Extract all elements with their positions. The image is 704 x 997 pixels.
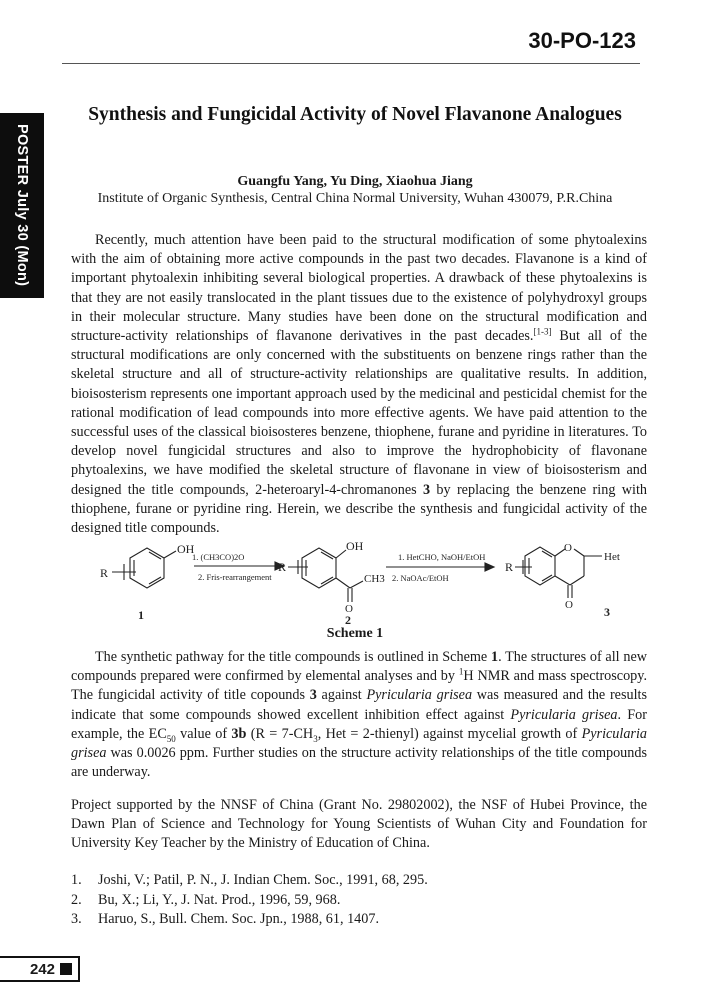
svg-text:O: O bbox=[565, 599, 573, 611]
svg-text:CH3: CH3 bbox=[364, 573, 385, 585]
reference-list bbox=[71, 871, 631, 930]
intro-paragraph bbox=[71, 231, 647, 538]
svg-text:R: R bbox=[100, 566, 109, 580]
page-number: 242 bbox=[29, 960, 55, 978]
svg-text:1: 1 bbox=[138, 608, 144, 622]
svg-text:O: O bbox=[564, 542, 572, 554]
reference-item: 3. Haruo, S., Bull. Chem. Soc. Jpn., 1988, 61, 1407. bbox=[71, 911, 379, 927]
citation: [1-3] bbox=[533, 326, 552, 337]
compound-2-structure bbox=[278, 539, 385, 626]
svg-text:1. HetCHO, NaOH/EtOH: 1. HetCHO, NaOH/EtOH bbox=[398, 552, 486, 562]
side-tab bbox=[0, 113, 44, 298]
compound-3-structure bbox=[505, 542, 620, 619]
page-number-box bbox=[0, 956, 80, 982]
reference-item: 2. Bu, X.; Li, Y., J. Nat. Prod., 1996, 59, 968. bbox=[71, 891, 341, 908]
svg-text:2: 2 bbox=[345, 613, 351, 626]
scheme-caption: Scheme 1 bbox=[326, 626, 384, 641]
svg-text:R: R bbox=[505, 560, 514, 574]
intro-text-2: But all of the structural modifications are only concerned with the substituents on benzene rings rather than the skeletal structure and all of structure-activity relationships are qualitative results. In addition, bioisosterism represents one important approach used by the medicinal and pesticidal chemist for the rational modification of lead compounds into more effective agents. We have paid attention to the successful uses of the classical bioisosteres benzene, thiophene, furane and pyridine in literatures. To develop novel fungicidal structures and also to improve the hydrophobicity of flavonane phytoalexins, we have modified the skeletal structure of flavonane in view of bioisosterism and designed the title compounds, 2-heteroaryl-4-chromanones bbox=[71, 328, 647, 498]
article-title: Synthesis and Fungicidal Activity of Novel Flavanone Analogues bbox=[88, 104, 622, 125]
svg-text:O: O bbox=[345, 603, 353, 615]
intro-text-1: Recently, much attention have been paid to the structural modification of some phytoalexins with the aim of obtaining more active compounds in the past two decades. Flavanone is a kind of important phytoalexin inhibiting several biological properties. A drawback of these phytoalexins is that they are not easily translocated in the plant tissues due to the existence of polyhydroxyl groups in their molecular structure. Many studies have been done on the structural modification and structure-activity relationships of flavanone derivatives in the past decades. bbox=[71, 232, 647, 345]
funding-paragraph: Project supported by the NNSF of China (Grant No. 29802002), the NSF of Hubei Province, the Dawn Plan of Science and Technology for Young Scientists of Wuhan City and Foundation for University Key Teacher by the Ministry of Education of China. bbox=[71, 797, 647, 852]
svg-text:2. NaOAc/EtOH: 2. NaOAc/EtOH bbox=[392, 573, 449, 583]
results-paragraph: The synthetic pathway for the title compounds is outlined in Scheme 1. The structures of all new compounds prepared were confirmed by elemental analyses and by $^1$H NMR and mass spectroscopy. The fungicidal activity of title copounds 3 against Pyricularia grisea was measured and the results indicate that some compounds showed excellent inhibition effect against Pyricularia grisea. For example, the $EC_{50}$ value of 3b ($R = 7-CH_3$, Het = 2-thienyl) against mycelial growth of Pyricularia grisea was 0.0026 ppm. Further studies on the structure activity relationships of the title compounds are underway. bbox=[71, 649, 648, 781]
header-rule bbox=[62, 63, 640, 64]
svg-text:2. Fris-rearrangement: 2. Fris-rearrangement bbox=[198, 572, 272, 582]
compound-ref: 3 bbox=[423, 481, 431, 498]
compound-1-structure bbox=[100, 542, 195, 622]
intro-text-3: by replacing the benzene ring with thiophene, furane or pyridine ring. Herein, we describe the synthesis and fungicidal activity of the designed title compounds. bbox=[71, 481, 647, 537]
svg-text:3: 3 bbox=[604, 605, 610, 619]
svg-text:R: R bbox=[278, 560, 287, 574]
svg-text:1. (CH3CO)2O: 1. (CH3CO)2O bbox=[192, 552, 245, 562]
side-tab-label: POSTER July 30 (Mon) bbox=[14, 124, 30, 287]
reaction-scheme bbox=[80, 536, 640, 626]
svg-text:OH: OH bbox=[346, 539, 364, 553]
svg-text:Het: Het bbox=[604, 551, 620, 563]
reference-item: 1. Joshi, V.; Patil, P. N., J. Indian Chem. Soc., 1991, 68, 295. bbox=[71, 872, 428, 888]
article-authors: Guangfu Yang, Yu Ding, Xiaohua Jiang bbox=[237, 174, 473, 189]
square-marker-icon bbox=[60, 963, 72, 975]
poster-id: 30-PO-123 bbox=[528, 28, 636, 53]
article-affiliation: Institute of Organic Synthesis, Central China Normal University, Wuhan 430079, P.R.China bbox=[97, 191, 613, 206]
svg-text:OH: OH bbox=[177, 542, 195, 556]
